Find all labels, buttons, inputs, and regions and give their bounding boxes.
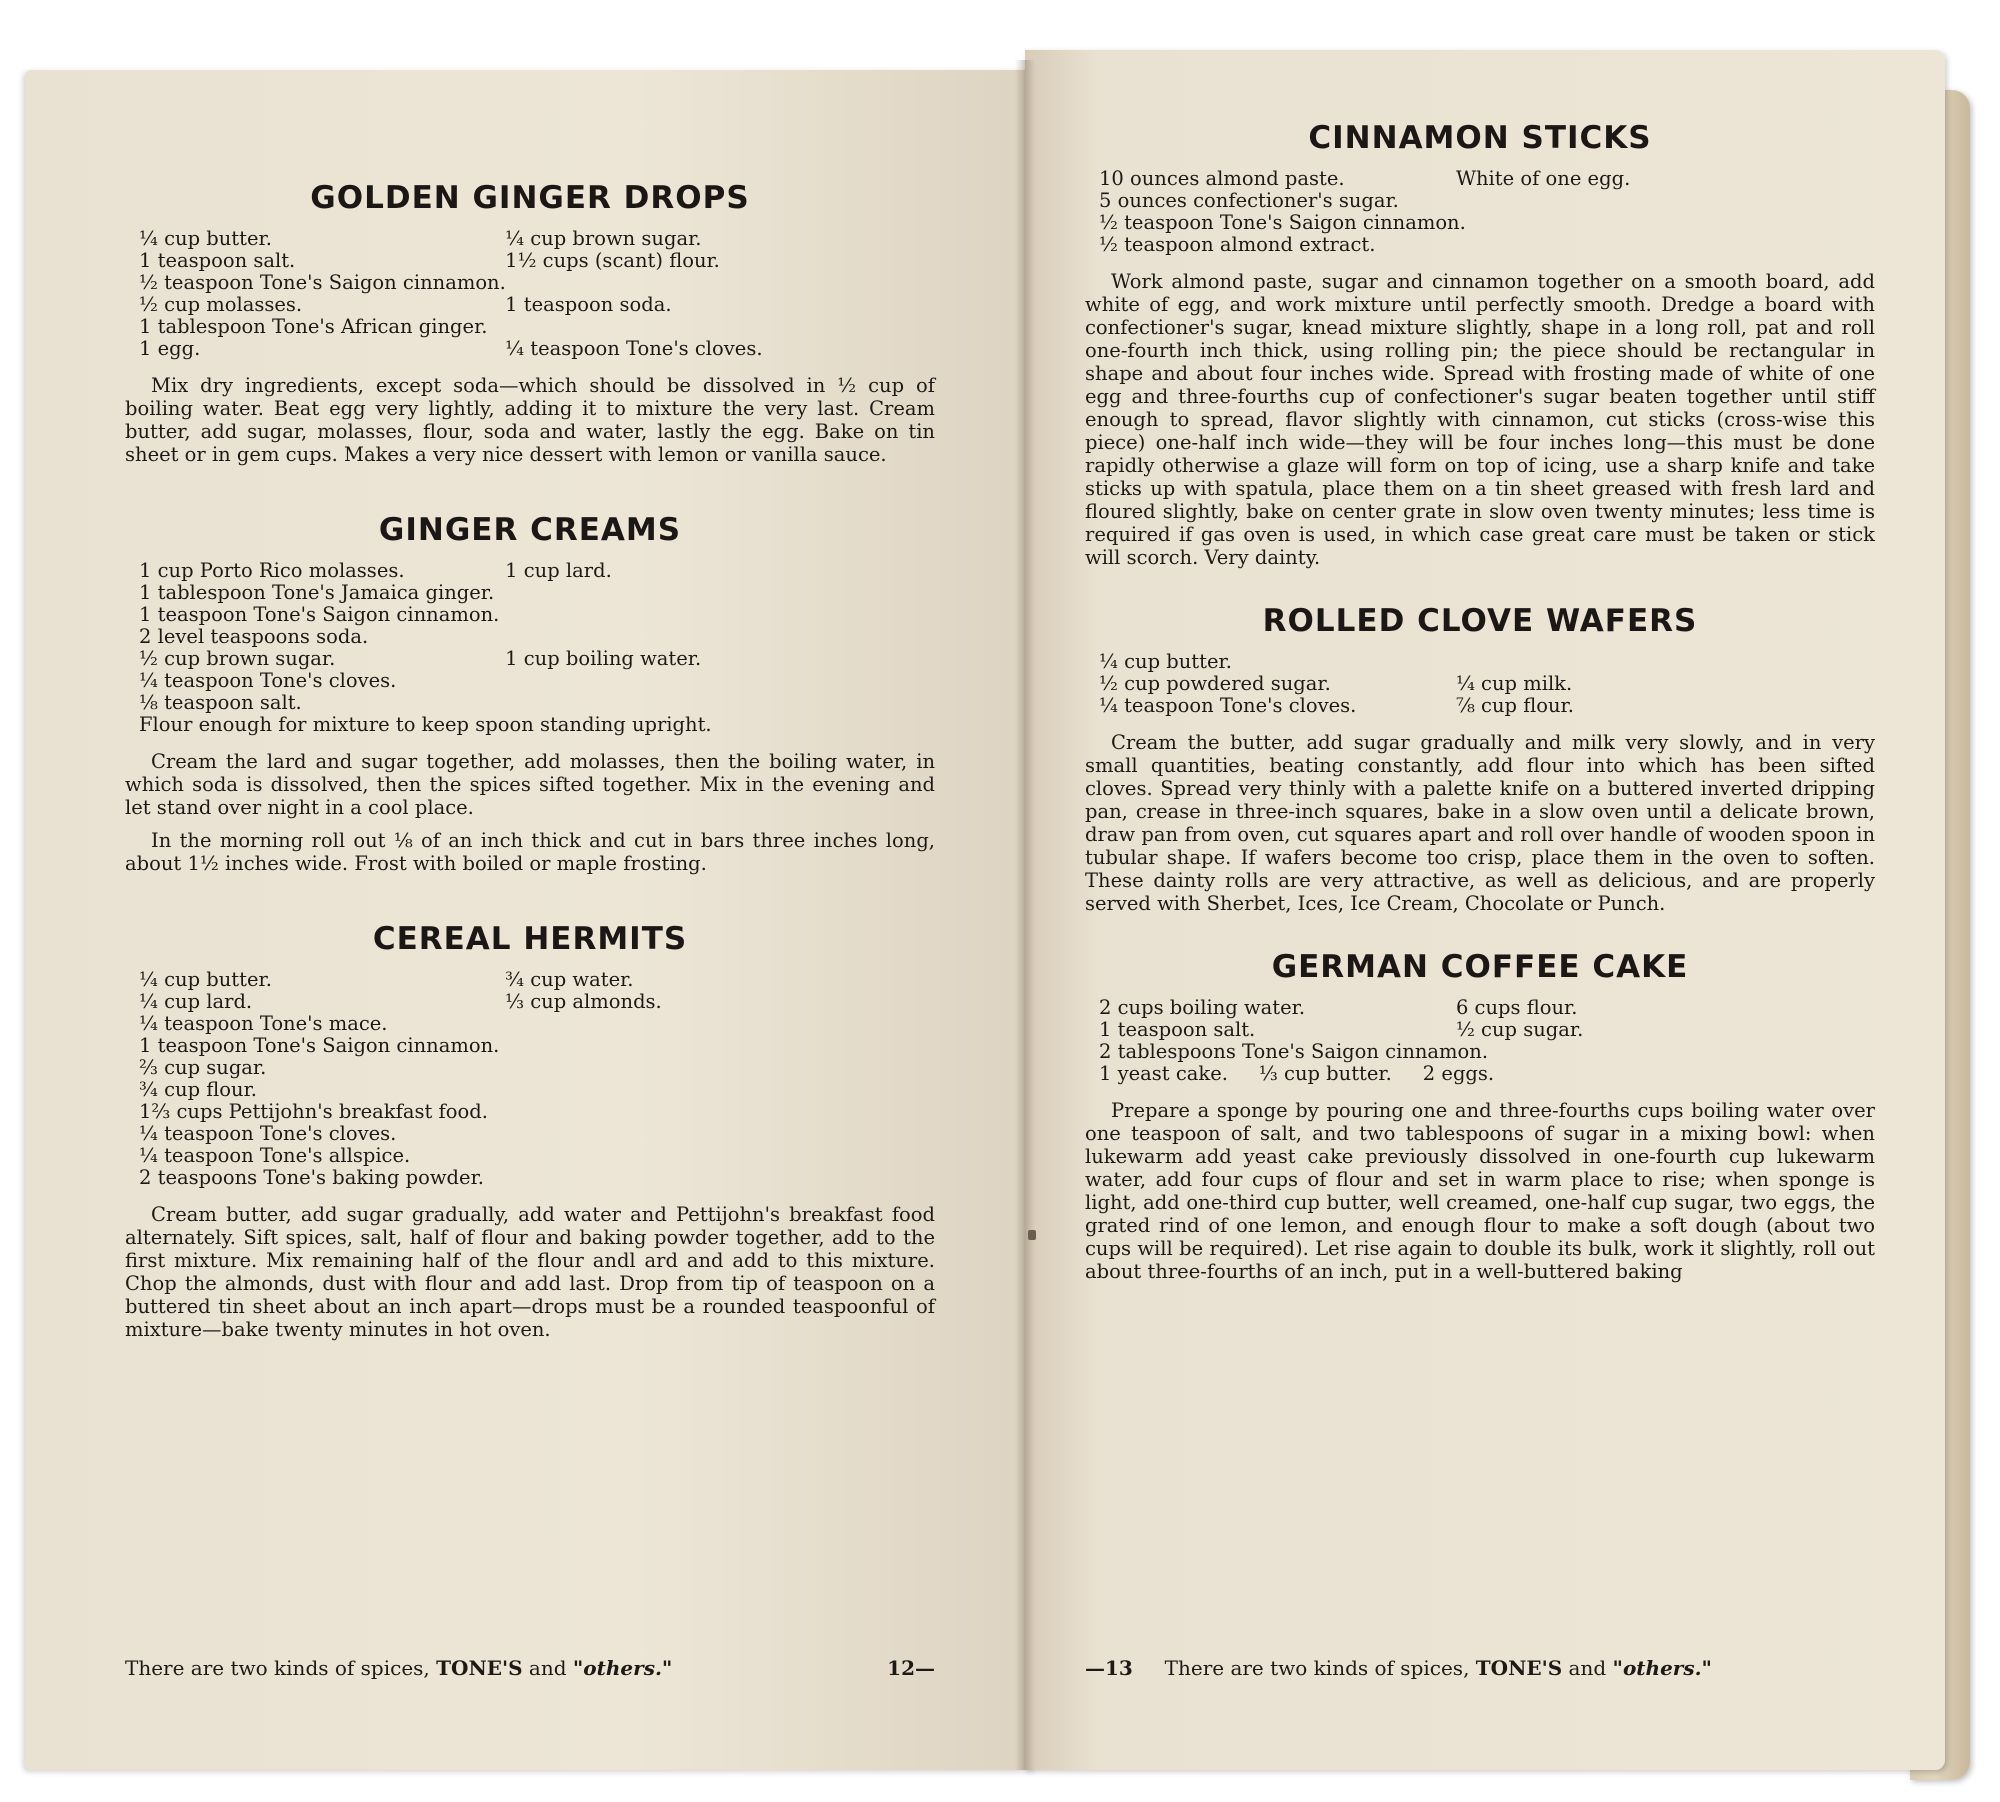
ingredient: ⅔ cup sugar. xyxy=(139,1056,267,1079)
ingredient: ¼ cup brown sugar. xyxy=(505,227,702,250)
ingredient: ¾ cup water. xyxy=(505,968,634,991)
recipe-instructions: Prepare a sponge by pouring one and three-fourths cups boiling water over one teaspoon of salt, and two tablespoons of sugar in a mixing bowl: when lukewarm add yeast cake previously dissolved in one-fourth cup lukewarm water, add four cups of flour and set in warm place to rise; when sponge is light, add one-third cup butter, well creamed, one-half cup sugar, two eggs, the grated rind of one lemon, and enough flour to make a soft dough (about two cups will be required). Let rise again to double its bulk, work it slightly, roll out about three-fourths of an inch, put in a well-buttered baking xyxy=(1085,1099,1875,1283)
recipe-instructions: Mix dry ingredients, except soda—which should be dissolved in ½ cup of boiling water. Beat egg very lightly, adding it to mixture the very last. Cream butter, add sugar, molasses, flour, soda and water, lastly the egg. Bake on tin sheet or in gem cups. Makes a very nice dessert with lemon or vanilla sauce. xyxy=(125,374,935,466)
right-page-column xyxy=(1085,120,1875,1293)
ingredient: 1 teaspoon salt. xyxy=(1099,1018,1256,1041)
recipe-title: ROLLED CLOVE WAFERS xyxy=(1262,603,1698,639)
footer-text: There are two kinds of spices, xyxy=(125,1656,437,1680)
ingredient: ⅛ teaspoon salt. xyxy=(139,691,302,714)
ingredient: Flour enough for mixture to keep spoon standing upright. xyxy=(139,713,712,736)
recipe-instructions: In the morning roll out ⅛ of an inch thick and cut in bars three inches long, about 1½ inches wide. Frost with boiled or maple frosting. xyxy=(125,829,935,875)
ingredient: ½ cup molasses. xyxy=(139,293,303,316)
recipe-title: CINNAMON STICKS xyxy=(1308,120,1652,156)
ingredient: ½ teaspoon almond extract. xyxy=(1099,233,1376,256)
ingredient: ½ cup powdered sugar. xyxy=(1099,672,1331,695)
recipe-instructions: Cream the butter, add sugar gradually and milk very slowly, and in very small quantities, beating constantly, add flour into which has been sifted cloves. Spread very thinly with a palette knife on a buttered inverted dripping pan, crease in three-inch squares, bake in a slow oven until a delicate brown, draw pan from oven, cut squares apart and roll over handle of wooden spoon in tubular shape. If wafers become too crisp, place them in the oven to soften. These dainty rolls are very attractive, as well as delicious, and are properly served with Sherbet, Ices, Ice Cream, Chocolate or Punch. xyxy=(1085,731,1875,915)
ingredient: 1 egg. xyxy=(139,337,201,360)
recipe-german-coffee-cake xyxy=(1085,949,1875,1283)
page-number: —13 xyxy=(1085,1656,1133,1680)
ingredient: 1 teaspoon Tone's Saigon cinnamon. xyxy=(139,603,500,626)
footer-brand: TONE'S xyxy=(1475,1656,1563,1680)
ingredient: ⅞ cup flour. xyxy=(1455,694,1574,717)
ingredient: ¼ teaspoon Tone's cloves. xyxy=(505,337,763,360)
ingredient: ¼ teaspoon Tone's cloves. xyxy=(139,1122,397,1145)
ingredient: ½ teaspoon Tone's Saigon cinnamon. xyxy=(1099,211,1466,234)
footer-text: There are two kinds of spices, xyxy=(1164,1656,1476,1680)
ingredient: ¼ cup butter. xyxy=(139,227,272,250)
ingredient: 2 cups boiling water. xyxy=(1099,996,1306,1019)
ingredient: 1 yeast cake. ⅓ cup butter. 2 eggs. xyxy=(1099,1062,1495,1085)
recipe-title: CEREAL HERMITS xyxy=(372,921,688,957)
ingredient: 2 teaspoons Tone's baking powder. xyxy=(139,1166,484,1189)
ingredient: 5 ounces confectioner's sugar. xyxy=(1099,189,1399,212)
ingredient-list xyxy=(139,969,935,1189)
ingredient-list xyxy=(1099,997,1875,1085)
ingredient: 1 cup Porto Rico molasses. xyxy=(139,559,405,582)
ingredient: 1 tablespoon Tone's African ginger. xyxy=(139,315,488,338)
ingredient: 1 cup boiling water. xyxy=(505,647,702,670)
ingredient: ¼ cup butter. xyxy=(139,968,272,991)
ingredient: 1⅔ cups Pettijohn's breakfast food. xyxy=(139,1100,488,1123)
ingredient: 6 cups flour. xyxy=(1455,996,1578,1019)
ingredient: ¼ teaspoon Tone's allspice. xyxy=(139,1144,411,1167)
page-footer xyxy=(125,1656,935,1680)
recipe-instructions: Cream the lard and sugar together, add molasses, then the boiling water, in which soda is dissolved, then the spices sifted together. Mix in the evening and let stand over night in a cool place. xyxy=(125,750,935,819)
recipe-rolled-clove-wafers xyxy=(1085,603,1875,915)
right-page xyxy=(1025,50,1945,1770)
recipe-cereal-hermits xyxy=(125,921,935,1341)
ingredient: ¾ cup flour. xyxy=(139,1078,257,1101)
ingredient: ¼ cup milk. xyxy=(1455,672,1573,695)
footer-others: "others." xyxy=(572,1656,673,1680)
ingredient: 1 teaspoon salt. xyxy=(139,249,296,272)
ingredient: ¼ teaspoon Tone's mace. xyxy=(139,1012,388,1035)
binding-staple xyxy=(1028,1230,1036,1240)
ingredient: ¼ cup lard. xyxy=(139,990,253,1013)
ingredient: 1 cup lard. xyxy=(505,559,612,582)
recipe-title: GERMAN COFFEE CAKE xyxy=(1271,949,1689,985)
ingredient: ¼ teaspoon Tone's cloves. xyxy=(1099,694,1357,717)
recipe-title: GOLDEN GINGER DROPS xyxy=(310,180,750,216)
footer-text: and xyxy=(1562,1656,1613,1680)
recipe-title: GINGER CREAMS xyxy=(378,512,682,548)
recipe-instructions: Cream butter, add sugar gradually, add water and Pettijohn's breakfast food alternately. Sift spices, salt, half of flour and baking powder together, add to the first mixture. Mix remaining half of the flour andl ard and add to this mixture. Chop the almonds, dust with flour and add last. Drop from tip of teaspoon on a buttered tin sheet about an inch apart—drops must be a rounded teaspoonful of mixture—bake twenty minutes in hot oven. xyxy=(125,1203,935,1341)
footer-text: and xyxy=(522,1656,573,1680)
ingredient: ¼ teaspoon Tone's cloves. xyxy=(139,669,397,692)
recipe-cinnamon-sticks xyxy=(1085,120,1875,569)
ingredient: ½ teaspoon Tone's Saigon cinnamon. xyxy=(139,271,506,294)
open-booklet xyxy=(10,50,1970,1780)
page-footer xyxy=(1085,1656,1875,1680)
ingredient-list xyxy=(1099,168,1875,256)
ingredient: ¼ cup butter. xyxy=(1099,650,1232,673)
ingredient: 2 tablespoons Tone's Saigon cinnamon. xyxy=(1099,1040,1489,1063)
ingredient: 1 teaspoon Tone's Saigon cinnamon. xyxy=(139,1034,500,1057)
recipe-instructions: Work almond paste, sugar and cinnamon together on a smooth board, add white of egg, and work mixture until perfectly smooth. Dredge a board with confectioner's sugar, knead mixture slightly, shape in a long roll, pat and roll one-fourth inch thick, using rolling pin; the piece should be rectangular in shape and about four inches wide. Spread with frosting made of white of one egg and three-fourths cup of confectioner's sugar beaten together until stiff enough to spread, flavor slightly with cinnamon, cut sticks (cross-wise this piece) one-half inch wide—they will be four inches long—this must be done rapidly otherwise a glaze will form on top of icing, use a sharp knife and take sticks up with spatula, place them on a tin sheet greased with fresh lard and floured slightly, bake on center grate in slow oven twenty minutes; less time is required if gas oven is used, in which case great care must be taken or stick will scorch. Very dainty. xyxy=(1085,270,1875,569)
ingredient: 10 ounces almond paste. xyxy=(1099,167,1345,190)
footer-others: "others." xyxy=(1612,1656,1712,1680)
footer-brand: TONE'S xyxy=(436,1656,523,1680)
left-page xyxy=(25,70,1035,1770)
ingredient: ½ cup sugar. xyxy=(1455,1018,1584,1041)
ingredient: 1 teaspoon soda. xyxy=(505,293,672,316)
ingredient-list xyxy=(139,560,935,736)
recipe-ginger-creams xyxy=(125,512,935,875)
page-number: 12— xyxy=(887,1656,935,1680)
ingredient: ⅓ cup almonds. xyxy=(505,990,662,1013)
ingredient: ½ cup brown sugar. xyxy=(139,647,336,670)
ingredient: 1 tablespoon Tone's Jamaica ginger. xyxy=(139,581,495,604)
ingredient-list xyxy=(1099,651,1875,717)
ingredient: 1½ cups (scant) flour. xyxy=(505,249,720,272)
book-gutter xyxy=(1015,60,1035,1770)
ingredient-list xyxy=(139,228,935,360)
recipe-golden-ginger-drops xyxy=(125,180,935,466)
ingredient: White of one egg. xyxy=(1455,167,1631,190)
ingredient: 2 level teaspoons soda. xyxy=(139,625,369,648)
left-page-column xyxy=(125,180,935,1351)
